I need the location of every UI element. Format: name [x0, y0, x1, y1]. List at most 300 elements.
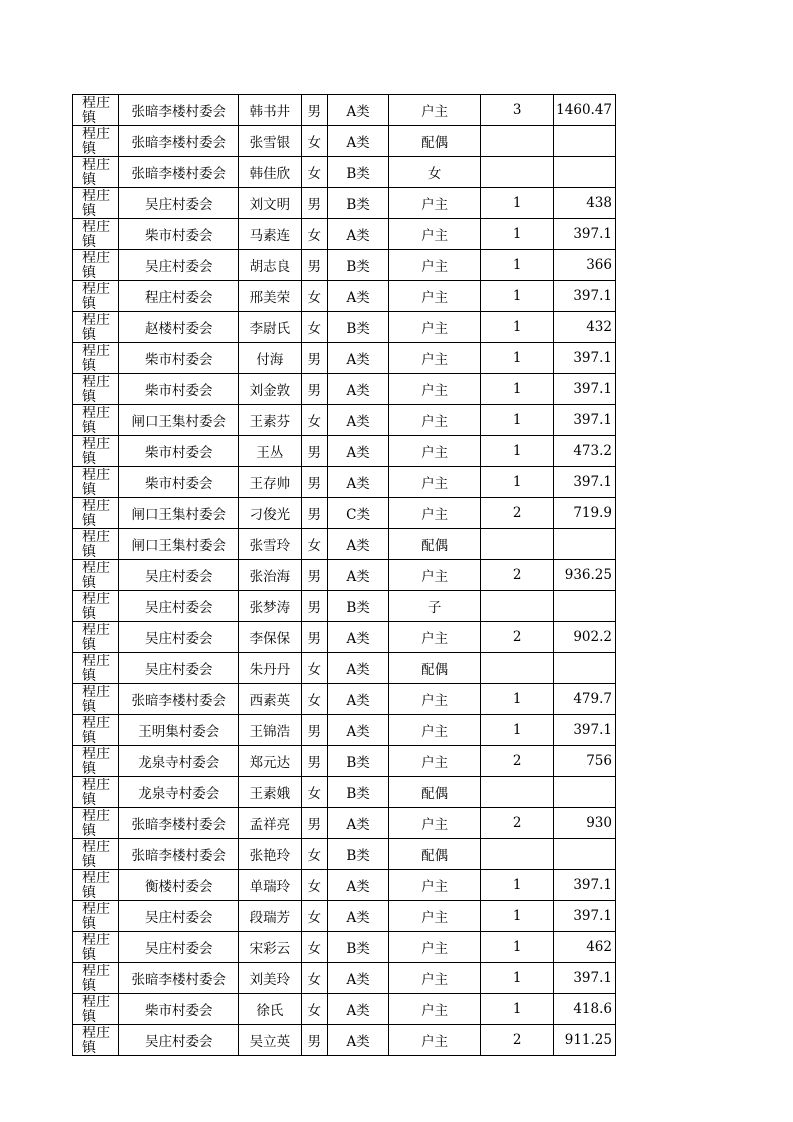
category-cell: B类: [327, 188, 388, 219]
table-row: [73, 467, 616, 498]
town-label: 程庄镇: [82, 592, 110, 620]
relation-cell: 户主: [389, 405, 481, 436]
name-cell: 宋彩云: [239, 932, 301, 963]
table-row: [73, 95, 616, 126]
town-cell: [73, 467, 119, 498]
table-row: [73, 405, 616, 436]
table-row: [73, 529, 616, 560]
amount-cell: [554, 157, 616, 188]
relation-cell: 户主: [389, 932, 481, 963]
amount-cell: [554, 777, 616, 808]
name-cell: 张艳玲: [239, 839, 301, 870]
town-label: 程庄镇: [82, 127, 110, 155]
name-cell: 王丛: [239, 436, 301, 467]
name-cell: 马素连: [239, 219, 301, 250]
village-cell: 吴庄村委会: [119, 188, 239, 219]
town-cell: [73, 126, 119, 157]
gender-cell: 女: [301, 281, 327, 312]
name-cell: 王素芬: [239, 405, 301, 436]
amount-cell: 902.2: [554, 622, 616, 653]
village-cell: 张暗李楼村委会: [119, 684, 239, 715]
gender-cell: 男: [301, 498, 327, 529]
village-cell: 闸口王集村委会: [119, 405, 239, 436]
town-cell: [73, 839, 119, 870]
town-label: 程庄镇: [82, 406, 110, 434]
gender-cell: 男: [301, 560, 327, 591]
household-count-cell: 1: [480, 312, 554, 343]
gender-cell: 女: [301, 684, 327, 715]
village-cell: 吴庄村委会: [119, 932, 239, 963]
category-cell: B类: [327, 932, 388, 963]
relation-cell: 户主: [389, 343, 481, 374]
name-cell: 韩书井: [239, 95, 301, 126]
town-label: 程庄镇: [82, 468, 110, 496]
table-row: [73, 250, 616, 281]
household-count-cell: 1: [480, 343, 554, 374]
gender-cell: 男: [301, 622, 327, 653]
town-cell: [73, 963, 119, 994]
name-cell: 张雪玲: [239, 529, 301, 560]
village-cell: 吴庄村委会: [119, 560, 239, 591]
relation-cell: 配偶: [389, 653, 481, 684]
table-row: [73, 188, 616, 219]
household-count-cell: 1: [480, 188, 554, 219]
household-count-cell: [480, 591, 554, 622]
amount-cell: 473.2: [554, 436, 616, 467]
village-cell: 吴庄村委会: [119, 653, 239, 684]
table-row: [73, 374, 616, 405]
village-cell: 龙泉寺村委会: [119, 746, 239, 777]
name-cell: 刁俊光: [239, 498, 301, 529]
town-cell: [73, 157, 119, 188]
household-count-cell: 2: [480, 808, 554, 839]
table-row: [73, 498, 616, 529]
category-cell: A类: [327, 529, 388, 560]
village-cell: 程庄村委会: [119, 281, 239, 312]
category-cell: A类: [327, 374, 388, 405]
gender-cell: 男: [301, 343, 327, 374]
household-count-cell: [480, 777, 554, 808]
household-count-cell: 2: [480, 622, 554, 653]
relation-cell: 户主: [389, 188, 481, 219]
town-cell: [73, 529, 119, 560]
gender-cell: 男: [301, 436, 327, 467]
town-cell: [73, 1025, 119, 1056]
category-cell: A类: [327, 715, 388, 746]
table-row: [73, 963, 616, 994]
name-cell: 王存帅: [239, 467, 301, 498]
table-row: [73, 126, 616, 157]
town-cell: [73, 777, 119, 808]
category-cell: A类: [327, 684, 388, 715]
name-cell: 刘美玲: [239, 963, 301, 994]
name-cell: 王锦浩: [239, 715, 301, 746]
amount-cell: [554, 529, 616, 560]
relation-cell: 户主: [389, 870, 481, 901]
amount-cell: 418.6: [554, 994, 616, 1025]
amount-cell: 397.1: [554, 715, 616, 746]
town-label: 程庄镇: [82, 96, 110, 124]
town-label: 程庄镇: [82, 654, 110, 682]
village-cell: 吴庄村委会: [119, 901, 239, 932]
name-cell: 孟祥亮: [239, 808, 301, 839]
table-row: [73, 281, 616, 312]
gender-cell: 男: [301, 467, 327, 498]
amount-cell: [554, 126, 616, 157]
relation-cell: 户主: [389, 994, 481, 1025]
gender-cell: 男: [301, 374, 327, 405]
name-cell: 邢美荣: [239, 281, 301, 312]
town-cell: [73, 281, 119, 312]
category-cell: A类: [327, 95, 388, 126]
relation-cell: 户主: [389, 901, 481, 932]
household-count-cell: 1: [480, 467, 554, 498]
gender-cell: 女: [301, 653, 327, 684]
town-label: 程庄镇: [82, 158, 110, 186]
amount-cell: 756: [554, 746, 616, 777]
town-label: 程庄镇: [82, 282, 110, 310]
table-row: [73, 343, 616, 374]
household-count-cell: 1: [480, 281, 554, 312]
amount-cell: 397.1: [554, 281, 616, 312]
town-cell: [73, 498, 119, 529]
town-cell: [73, 622, 119, 653]
relation-cell: 配偶: [389, 529, 481, 560]
name-cell: 朱丹丹: [239, 653, 301, 684]
relation-cell: 配偶: [389, 777, 481, 808]
village-cell: 柴市村委会: [119, 374, 239, 405]
relation-cell: 户主: [389, 436, 481, 467]
town-cell: [73, 808, 119, 839]
name-cell: 李保保: [239, 622, 301, 653]
gender-cell: 男: [301, 188, 327, 219]
amount-cell: 397.1: [554, 467, 616, 498]
town-label: 程庄镇: [82, 437, 110, 465]
gender-cell: 男: [301, 250, 327, 281]
amount-cell: 462: [554, 932, 616, 963]
category-cell: A类: [327, 870, 388, 901]
town-label: 程庄镇: [82, 685, 110, 713]
category-cell: A类: [327, 405, 388, 436]
table-row: [73, 436, 616, 467]
town-label: 程庄镇: [82, 716, 110, 744]
relation-cell: 户主: [389, 498, 481, 529]
household-count-cell: 1: [480, 684, 554, 715]
amount-cell: 397.1: [554, 405, 616, 436]
table-row: [73, 932, 616, 963]
category-cell: B类: [327, 777, 388, 808]
household-count-cell: 1: [480, 715, 554, 746]
gender-cell: 女: [301, 157, 327, 188]
town-cell: [73, 560, 119, 591]
relation-cell: 户主: [389, 560, 481, 591]
document-sheet: [72, 94, 616, 1056]
category-cell: B类: [327, 312, 388, 343]
household-count-cell: 1: [480, 932, 554, 963]
household-count-cell: 1: [480, 870, 554, 901]
relation-cell: 女: [389, 157, 481, 188]
amount-cell: 397.1: [554, 219, 616, 250]
gender-cell: 男: [301, 715, 327, 746]
gender-cell: 女: [301, 777, 327, 808]
gender-cell: 男: [301, 95, 327, 126]
town-cell: [73, 219, 119, 250]
household-count-cell: 3: [480, 95, 554, 126]
name-cell: 单瑞玲: [239, 870, 301, 901]
town-cell: [73, 870, 119, 901]
relief-table: [72, 94, 616, 1056]
name-cell: 付海: [239, 343, 301, 374]
household-count-cell: 1: [480, 963, 554, 994]
town-label: 程庄镇: [82, 499, 110, 527]
amount-cell: 479.7: [554, 684, 616, 715]
table-row: [73, 1025, 616, 1056]
table-row: [73, 808, 616, 839]
town-label: 程庄镇: [82, 623, 110, 651]
village-cell: 柴市村委会: [119, 467, 239, 498]
village-cell: 张暗李楼村委会: [119, 157, 239, 188]
amount-cell: 397.1: [554, 870, 616, 901]
town-label: 程庄镇: [82, 778, 110, 806]
amount-cell: 397.1: [554, 374, 616, 405]
category-cell: B类: [327, 591, 388, 622]
village-cell: 柴市村委会: [119, 343, 239, 374]
village-cell: 张暗李楼村委会: [119, 126, 239, 157]
table-row: [73, 591, 616, 622]
category-cell: A类: [327, 622, 388, 653]
town-label: 程庄镇: [82, 220, 110, 248]
town-label: 程庄镇: [82, 189, 110, 217]
amount-cell: 438: [554, 188, 616, 219]
town-label: 程庄镇: [82, 313, 110, 341]
town-label: 程庄镇: [82, 840, 110, 868]
name-cell: 吴立英: [239, 1025, 301, 1056]
town-label: 程庄镇: [82, 747, 110, 775]
category-cell: A类: [327, 126, 388, 157]
amount-cell: 397.1: [554, 901, 616, 932]
gender-cell: 女: [301, 529, 327, 560]
town-cell: [73, 746, 119, 777]
category-cell: A类: [327, 994, 388, 1025]
relation-cell: 户主: [389, 1025, 481, 1056]
category-cell: B类: [327, 746, 388, 777]
relation-cell: 户主: [389, 684, 481, 715]
gender-cell: 男: [301, 1025, 327, 1056]
town-label: 程庄镇: [82, 375, 110, 403]
table-row: [73, 746, 616, 777]
table-row: [73, 715, 616, 746]
town-cell: [73, 405, 119, 436]
amount-cell: [554, 653, 616, 684]
town-label: 程庄镇: [82, 871, 110, 899]
town-label: 程庄镇: [82, 809, 110, 837]
village-cell: 吴庄村委会: [119, 1025, 239, 1056]
relation-cell: 户主: [389, 963, 481, 994]
category-cell: B类: [327, 157, 388, 188]
gender-cell: 女: [301, 963, 327, 994]
category-cell: A类: [327, 219, 388, 250]
village-cell: 赵楼村委会: [119, 312, 239, 343]
village-cell: 柴市村委会: [119, 994, 239, 1025]
household-count-cell: 1: [480, 405, 554, 436]
table-row: [73, 777, 616, 808]
name-cell: 王素娥: [239, 777, 301, 808]
gender-cell: 女: [301, 901, 327, 932]
household-count-cell: 2: [480, 560, 554, 591]
table-row: [73, 870, 616, 901]
town-cell: [73, 312, 119, 343]
relation-cell: 配偶: [389, 126, 481, 157]
category-cell: A类: [327, 653, 388, 684]
amount-cell: 366: [554, 250, 616, 281]
category-cell: B类: [327, 250, 388, 281]
amount-cell: 719.9: [554, 498, 616, 529]
household-count-cell: 1: [480, 250, 554, 281]
category-cell: A类: [327, 808, 388, 839]
household-count-cell: 2: [480, 1025, 554, 1056]
name-cell: 李尉氏: [239, 312, 301, 343]
household-count-cell: 1: [480, 901, 554, 932]
town-label: 程庄镇: [82, 561, 110, 589]
gender-cell: 女: [301, 994, 327, 1025]
household-count-cell: [480, 653, 554, 684]
name-cell: 张梦涛: [239, 591, 301, 622]
village-cell: 张暗李楼村委会: [119, 963, 239, 994]
amount-cell: 911.25: [554, 1025, 616, 1056]
table-row: [73, 157, 616, 188]
table-row: [73, 560, 616, 591]
table-row: [73, 901, 616, 932]
gender-cell: 女: [301, 126, 327, 157]
village-cell: 张暗李楼村委会: [119, 95, 239, 126]
household-count-cell: [480, 157, 554, 188]
gender-cell: 男: [301, 808, 327, 839]
town-cell: [73, 932, 119, 963]
gender-cell: 女: [301, 870, 327, 901]
town-cell: [73, 653, 119, 684]
amount-cell: 936.25: [554, 560, 616, 591]
amount-cell: 397.1: [554, 963, 616, 994]
town-label: 程庄镇: [82, 933, 110, 961]
household-count-cell: 2: [480, 746, 554, 777]
table-row: [73, 312, 616, 343]
gender-cell: 女: [301, 405, 327, 436]
town-cell: [73, 436, 119, 467]
village-cell: 张暗李楼村委会: [119, 839, 239, 870]
table-row: [73, 622, 616, 653]
village-cell: 张暗李楼村委会: [119, 808, 239, 839]
village-cell: 吴庄村委会: [119, 622, 239, 653]
relation-cell: 配偶: [389, 839, 481, 870]
table-row: [73, 219, 616, 250]
town-label: 程庄镇: [82, 902, 110, 930]
table-row: [73, 653, 616, 684]
name-cell: 胡志良: [239, 250, 301, 281]
town-cell: [73, 684, 119, 715]
town-cell: [73, 250, 119, 281]
table-body: [73, 95, 616, 1056]
household-count-cell: [480, 839, 554, 870]
category-cell: A类: [327, 560, 388, 591]
name-cell: 郑元达: [239, 746, 301, 777]
gender-cell: 女: [301, 219, 327, 250]
category-cell: C类: [327, 498, 388, 529]
town-cell: [73, 343, 119, 374]
town-label: 程庄镇: [82, 251, 110, 279]
village-cell: 柴市村委会: [119, 219, 239, 250]
household-count-cell: [480, 126, 554, 157]
category-cell: A类: [327, 963, 388, 994]
village-cell: 吴庄村委会: [119, 591, 239, 622]
town-cell: [73, 95, 119, 126]
name-cell: 刘金敦: [239, 374, 301, 405]
gender-cell: 男: [301, 591, 327, 622]
town-cell: [73, 188, 119, 219]
town-cell: [73, 901, 119, 932]
relation-cell: 户主: [389, 250, 481, 281]
table-row: [73, 839, 616, 870]
village-cell: 衡楼村委会: [119, 870, 239, 901]
category-cell: A类: [327, 901, 388, 932]
relation-cell: 子: [389, 591, 481, 622]
name-cell: 刘文明: [239, 188, 301, 219]
town-label: 程庄镇: [82, 995, 110, 1023]
category-cell: A类: [327, 1025, 388, 1056]
amount-cell: 397.1: [554, 343, 616, 374]
town-cell: [73, 591, 119, 622]
relation-cell: 户主: [389, 374, 481, 405]
name-cell: 西素英: [239, 684, 301, 715]
village-cell: 柴市村委会: [119, 436, 239, 467]
amount-cell: [554, 591, 616, 622]
category-cell: A类: [327, 467, 388, 498]
category-cell: B类: [327, 839, 388, 870]
category-cell: A类: [327, 343, 388, 374]
name-cell: 张治海: [239, 560, 301, 591]
amount-cell: [554, 839, 616, 870]
name-cell: 段瑞芳: [239, 901, 301, 932]
relation-cell: 户主: [389, 715, 481, 746]
household-count-cell: 1: [480, 994, 554, 1025]
household-count-cell: 1: [480, 374, 554, 405]
amount-cell: 432: [554, 312, 616, 343]
town-label: 程庄镇: [82, 1026, 110, 1054]
amount-cell: 930: [554, 808, 616, 839]
category-cell: A类: [327, 436, 388, 467]
household-count-cell: [480, 529, 554, 560]
town-label: 程庄镇: [82, 530, 110, 558]
relation-cell: 户主: [389, 467, 481, 498]
gender-cell: 女: [301, 839, 327, 870]
relation-cell: 户主: [389, 746, 481, 777]
relation-cell: 户主: [389, 312, 481, 343]
town-cell: [73, 374, 119, 405]
household-count-cell: 1: [480, 219, 554, 250]
village-cell: 吴庄村委会: [119, 250, 239, 281]
village-cell: 闸口王集村委会: [119, 529, 239, 560]
town-label: 程庄镇: [82, 964, 110, 992]
name-cell: 韩佳欣: [239, 157, 301, 188]
village-cell: 王明集村委会: [119, 715, 239, 746]
town-label: 程庄镇: [82, 344, 110, 372]
relation-cell: 户主: [389, 219, 481, 250]
relation-cell: 户主: [389, 622, 481, 653]
relation-cell: 户主: [389, 95, 481, 126]
relation-cell: 户主: [389, 808, 481, 839]
category-cell: A类: [327, 281, 388, 312]
village-cell: 闸口王集村委会: [119, 498, 239, 529]
table-row: [73, 994, 616, 1025]
